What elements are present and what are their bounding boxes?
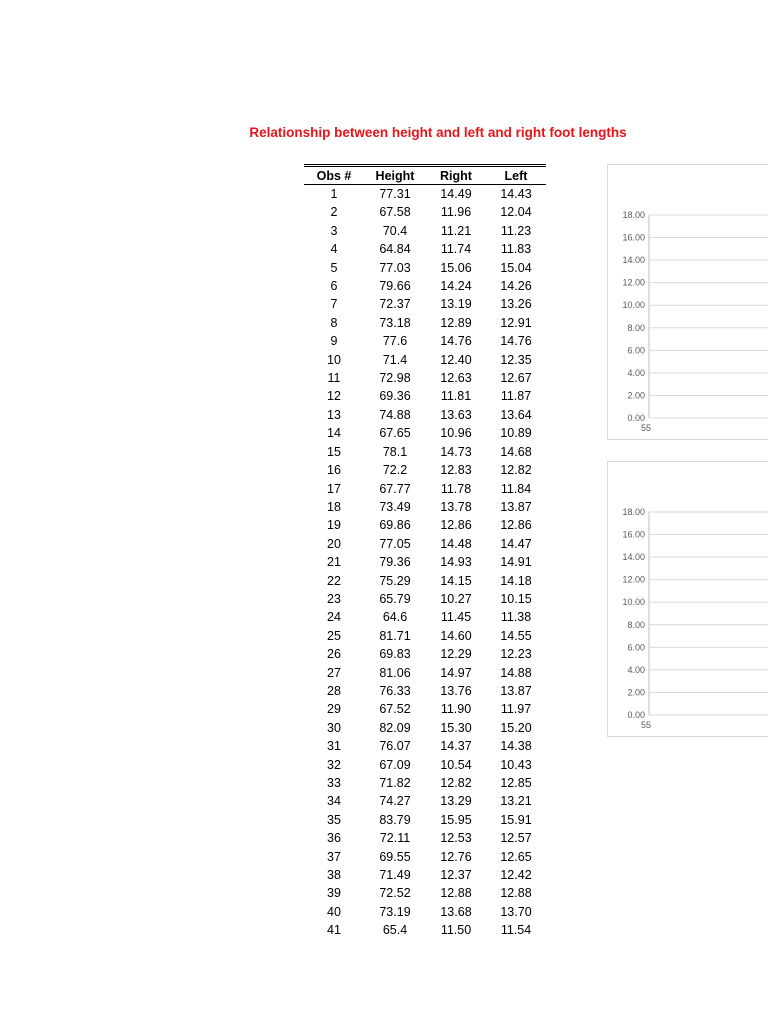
- left-cell: 14.91: [500, 555, 532, 570]
- y-tick-label: 12.00: [622, 277, 645, 288]
- document-title: Relationship between height and left and right foot lengths: [249, 125, 627, 140]
- table-row: [304, 608, 546, 626]
- left-cell: 11.97: [500, 702, 532, 717]
- right-cell: 14.93: [440, 555, 472, 570]
- left-cell: 14.38: [500, 739, 532, 754]
- left-cell: 10.15: [500, 591, 532, 606]
- right-cell: 13.19: [440, 297, 472, 312]
- right-cell: 14.24: [440, 279, 472, 294]
- left-cell: 13.87: [500, 499, 532, 514]
- left-cell: 10.43: [500, 757, 532, 772]
- obs-cell: 27: [327, 665, 341, 680]
- obs-cell: 41: [327, 923, 341, 938]
- obs-cell: 36: [327, 831, 341, 846]
- right-cell: 10.54: [440, 757, 472, 772]
- table-row: [304, 664, 546, 682]
- left-cell: 14.26: [500, 279, 532, 294]
- table-body: [304, 185, 546, 940]
- y-tick-label: 16.00: [622, 232, 645, 243]
- left-cell: 14.18: [500, 573, 532, 588]
- y-tick-label: 18.00: [622, 507, 645, 517]
- left-cell: 12.67: [500, 371, 532, 386]
- right-cell: 13.78: [440, 499, 472, 514]
- height-cell: 79.66: [379, 279, 411, 294]
- height-cell: 77.31: [379, 187, 411, 201]
- table-row: [304, 314, 546, 332]
- right-cell: 14.49: [440, 187, 472, 201]
- height-cell: 69.86: [379, 518, 411, 533]
- left-cell: 14.68: [500, 444, 532, 459]
- table-row: [304, 848, 546, 866]
- right-cell: 15.30: [440, 720, 472, 735]
- table-row: [304, 553, 546, 571]
- table-row: [304, 774, 546, 792]
- obs-cell: 9: [330, 334, 338, 349]
- obs-cell: 34: [327, 794, 341, 809]
- table-row: [304, 884, 546, 902]
- obs-cell: 18: [327, 499, 341, 514]
- right-cell: 12.82: [440, 776, 472, 790]
- left-cell: 15.20: [500, 720, 532, 735]
- height-cell: 72.98: [379, 371, 411, 386]
- obs-cell: 2: [330, 205, 338, 220]
- obs-cell: 11: [327, 371, 341, 386]
- height-cell: 69.83: [379, 647, 411, 662]
- chart-1: [607, 164, 768, 440]
- table-row: [304, 682, 546, 700]
- height-cell: 77.6: [382, 334, 408, 349]
- table-row: [304, 516, 546, 534]
- height-cell: 67.09: [379, 757, 411, 772]
- right-cell: 14.48: [440, 536, 472, 551]
- obs-cell: 24: [327, 610, 341, 625]
- x-tick-label: 55: [640, 423, 652, 433]
- height-cell: 72.52: [379, 886, 411, 901]
- height-cell: 67.52: [379, 702, 411, 717]
- table-row: [304, 719, 546, 737]
- table-row: [304, 406, 546, 424]
- height-cell: 65.79: [379, 591, 411, 606]
- obs-cell: 8: [330, 315, 338, 330]
- table-row: [304, 866, 546, 884]
- height-cell: 81.71: [379, 628, 411, 643]
- obs-cell: 6: [330, 279, 338, 294]
- height-cell: 81.06: [379, 665, 411, 680]
- table-row: [304, 259, 546, 277]
- height-cell: 72.2: [382, 463, 408, 478]
- right-cell: 12.76: [440, 849, 472, 864]
- table-row: [304, 792, 546, 810]
- obs-cell: 3: [330, 223, 338, 238]
- obs-cell: 21: [327, 555, 341, 570]
- height-cell: 70.4: [382, 223, 408, 238]
- obs-cell: 40: [327, 904, 341, 919]
- y-tick-label: 8.00: [627, 322, 645, 333]
- obs-cell: 28: [327, 683, 341, 698]
- height-cell: 73.19: [379, 904, 411, 919]
- table-row: [304, 351, 546, 369]
- right-cell: 12.40: [440, 352, 472, 367]
- table-row: [304, 222, 546, 240]
- right-cell: 13.29: [440, 794, 472, 809]
- left-cell: 14.55: [500, 628, 532, 643]
- left-cell: 13.70: [500, 904, 532, 919]
- obs-cell: 38: [327, 868, 341, 883]
- right-cell: 11.45: [440, 610, 472, 625]
- table-row: [304, 737, 546, 755]
- left-cell: 12.88: [500, 886, 532, 901]
- y-tick-label: 2.00: [627, 687, 645, 698]
- obs-cell: 39: [327, 886, 341, 901]
- table-row: [304, 461, 546, 479]
- right-cell: 12.63: [440, 371, 472, 386]
- y-tick-label: 10.00: [622, 300, 645, 311]
- left-cell: 11.54: [500, 923, 532, 938]
- y-tick-label: 14.00: [622, 255, 645, 266]
- height-cell: 83.79: [379, 812, 411, 827]
- right-cell: 12.89: [440, 315, 472, 330]
- y-tick-label: 4.00: [627, 664, 645, 675]
- table-row: [304, 756, 546, 774]
- height-cell: 64.6: [382, 610, 408, 625]
- height-cell: 69.36: [379, 389, 411, 404]
- table-row: [304, 700, 546, 718]
- chart-1-svg: [608, 165, 768, 439]
- height-cell: 65.4: [382, 923, 408, 938]
- table-row: [304, 369, 546, 387]
- obs-cell: 29: [327, 702, 341, 717]
- obs-cell: 30: [327, 720, 341, 735]
- left-cell: 12.65: [500, 849, 532, 864]
- obs-cell: 17: [327, 481, 341, 496]
- table-row: [304, 185, 546, 204]
- obs-cell: 20: [327, 536, 341, 551]
- height-cell: 64.84: [379, 242, 411, 257]
- right-cell: 14.37: [440, 739, 472, 754]
- obs-cell: 22: [327, 573, 341, 588]
- right-cell: 12.29: [440, 647, 472, 662]
- column-header-right: Right: [426, 166, 486, 185]
- left-cell: 14.88: [500, 665, 532, 680]
- height-cell: 77.05: [379, 536, 411, 551]
- y-tick-label: 14.00: [622, 552, 645, 563]
- height-cell: 67.65: [379, 426, 411, 441]
- left-cell: 14.43: [500, 187, 532, 201]
- right-cell: 15.06: [440, 260, 472, 275]
- observations-table: [304, 164, 546, 940]
- y-tick-label: 2.00: [627, 390, 645, 401]
- right-cell: 13.63: [440, 407, 472, 422]
- obs-cell: 35: [327, 812, 341, 827]
- height-cell: 76.07: [379, 739, 411, 754]
- left-cell: 13.26: [500, 297, 532, 312]
- obs-cell: 1: [330, 187, 338, 201]
- left-cell: 12.86: [500, 518, 532, 533]
- right-cell: 12.37: [440, 868, 472, 883]
- obs-cell: 12: [327, 389, 341, 404]
- right-cell: 11.21: [440, 223, 472, 238]
- right-cell: 11.74: [440, 242, 472, 257]
- obs-cell: 26: [327, 647, 341, 662]
- column-header-obs: Obs #: [304, 166, 364, 185]
- height-cell: 71.4: [382, 352, 408, 367]
- y-tick-label: 6.00: [627, 345, 645, 356]
- left-cell: 11.23: [500, 223, 532, 238]
- table-row: [304, 535, 546, 553]
- obs-cell: 37: [327, 849, 341, 864]
- table-row: [304, 277, 546, 295]
- y-tick-label: 0.00: [627, 413, 645, 423]
- table-row: [304, 590, 546, 608]
- left-cell: 12.42: [500, 868, 532, 883]
- right-cell: 13.76: [440, 683, 472, 698]
- right-cell: 12.86: [440, 518, 472, 533]
- left-cell: 11.83: [500, 242, 532, 257]
- left-cell: 11.87: [500, 389, 532, 404]
- height-cell: 73.49: [379, 499, 411, 514]
- y-tick-label: 12.00: [622, 574, 645, 585]
- obs-cell: 25: [327, 628, 341, 643]
- right-cell: 12.53: [440, 831, 472, 846]
- left-cell: 11.84: [500, 481, 532, 496]
- table-row: [304, 240, 546, 258]
- left-cell: 13.87: [500, 683, 532, 698]
- table-row: [304, 295, 546, 313]
- right-cell: 11.81: [440, 389, 472, 404]
- height-cell: 72.11: [379, 831, 411, 846]
- left-cell: 13.64: [500, 407, 532, 422]
- height-cell: 71.82: [379, 776, 411, 790]
- table-row: [304, 332, 546, 350]
- height-cell: 77.03: [379, 260, 411, 275]
- right-cell: 14.15: [440, 573, 472, 588]
- left-cell: 10.89: [500, 426, 532, 441]
- table-row: [304, 387, 546, 405]
- right-cell: 11.50: [440, 923, 472, 938]
- height-cell: 69.55: [379, 849, 411, 864]
- right-cell: 12.83: [440, 463, 472, 478]
- y-tick-label: 16.00: [622, 529, 645, 540]
- left-cell: 14.47: [500, 536, 532, 551]
- right-cell: 14.73: [440, 444, 472, 459]
- right-cell: 11.90: [440, 702, 472, 717]
- height-cell: 75.29: [379, 573, 411, 588]
- obs-cell: 19: [327, 518, 341, 533]
- obs-cell: 16: [327, 463, 341, 478]
- obs-cell: 15: [327, 444, 341, 459]
- y-tick-label: 0.00: [627, 710, 645, 720]
- right-cell: 12.88: [440, 886, 472, 901]
- column-header-left: Left: [486, 166, 546, 185]
- table-row: [304, 424, 546, 442]
- height-cell: 76.33: [379, 683, 411, 698]
- column-header-height: Height: [364, 166, 426, 185]
- table-header: [304, 166, 546, 185]
- height-cell: 67.58: [379, 205, 411, 220]
- chart-2: [607, 461, 768, 737]
- right-cell: 14.60: [440, 628, 472, 643]
- right-cell: 10.27: [440, 591, 472, 606]
- left-cell: 15.91: [500, 812, 532, 827]
- left-cell: 13.21: [500, 794, 532, 809]
- obs-cell: 10: [327, 352, 341, 367]
- height-cell: 74.88: [379, 407, 411, 422]
- y-tick-label: 8.00: [627, 619, 645, 630]
- obs-cell: 5: [330, 260, 338, 275]
- right-cell: 13.68: [440, 904, 472, 919]
- left-cell: 12.57: [500, 831, 532, 846]
- height-cell: 74.27: [379, 794, 411, 809]
- left-cell: 15.04: [500, 260, 532, 275]
- obs-cell: 32: [327, 757, 341, 772]
- height-cell: 71.49: [379, 868, 411, 883]
- right-cell: 11.96: [440, 205, 472, 220]
- right-cell: 14.97: [440, 665, 472, 680]
- table-row: [304, 203, 546, 221]
- obs-cell: 31: [327, 739, 341, 754]
- right-cell: 15.95: [440, 812, 472, 827]
- table-row: [304, 645, 546, 663]
- left-cell: 12.85: [500, 776, 532, 790]
- obs-cell: 14: [327, 426, 341, 441]
- obs-cell: 4: [330, 242, 338, 257]
- height-cell: 73.18: [379, 315, 411, 330]
- left-cell: 12.04: [500, 205, 532, 220]
- height-cell: 78.1: [382, 444, 408, 459]
- left-cell: 11.38: [500, 610, 532, 625]
- y-tick-label: 10.00: [622, 597, 645, 608]
- table-row: [304, 498, 546, 516]
- left-cell: 12.23: [500, 647, 532, 662]
- table-row: [304, 572, 546, 590]
- height-cell: 67.77: [379, 481, 411, 496]
- right-cell: 11.78: [440, 481, 472, 496]
- table-row: [304, 443, 546, 461]
- x-tick-label: 55: [640, 720, 652, 730]
- chart-2-svg: [608, 462, 768, 736]
- obs-cell: 13: [327, 407, 341, 422]
- left-cell: 12.82: [500, 463, 532, 478]
- y-tick-label: 18.00: [622, 210, 645, 220]
- table-row: [304, 480, 546, 498]
- table-row: [304, 903, 546, 921]
- y-tick-label: 4.00: [627, 367, 645, 378]
- obs-cell: 7: [330, 297, 338, 312]
- right-cell: 10.96: [440, 426, 472, 441]
- table-row: [304, 811, 546, 829]
- left-cell: 14.76: [500, 334, 532, 349]
- table-row: [304, 627, 546, 645]
- table-row: [304, 921, 546, 939]
- left-cell: 12.91: [500, 315, 532, 330]
- obs-cell: 23: [327, 591, 341, 606]
- height-cell: 79.36: [379, 555, 411, 570]
- right-cell: 14.76: [440, 334, 472, 349]
- obs-cell: 33: [327, 776, 341, 790]
- height-cell: 72.37: [379, 297, 411, 312]
- height-cell: 82.09: [379, 720, 411, 735]
- table-row: [304, 829, 546, 847]
- left-cell: 12.35: [500, 352, 532, 367]
- y-tick-label: 6.00: [627, 642, 645, 653]
